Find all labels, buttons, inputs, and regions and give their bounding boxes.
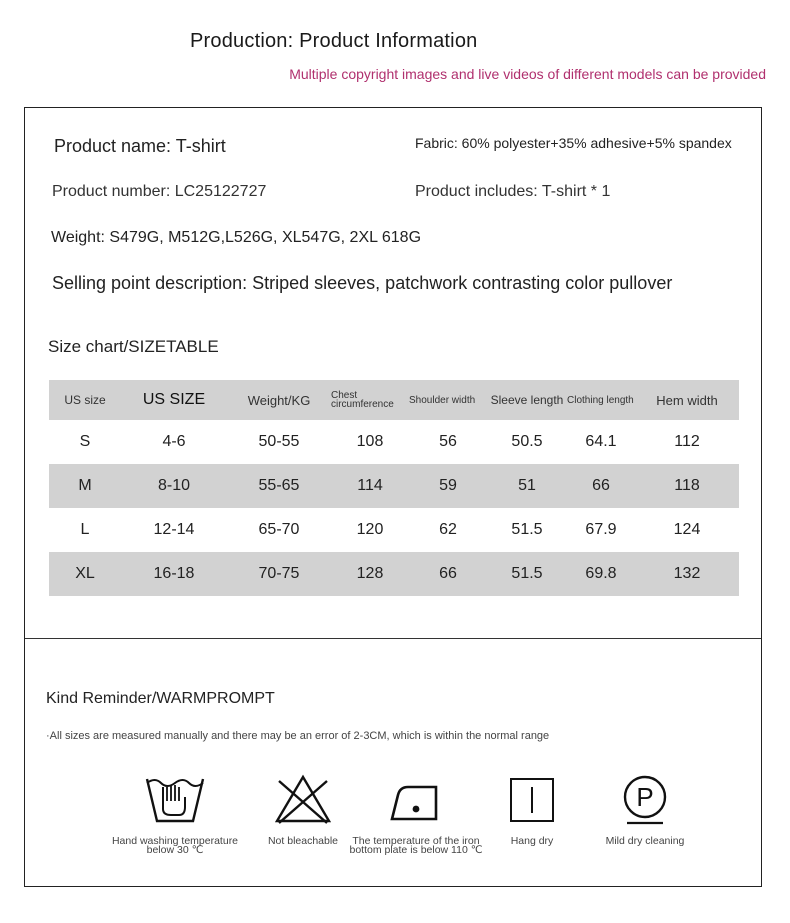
table-row bbox=[49, 420, 739, 464]
table-cell: 51.5 bbox=[511, 565, 543, 582]
product-fabric: Fabric: 60% polyester+35% adhesive+5% spandex bbox=[415, 135, 732, 151]
table-cell: 118 bbox=[674, 477, 700, 494]
table-cell: 108 bbox=[356, 433, 384, 450]
table-cell: 16-18 bbox=[153, 565, 195, 582]
size-table-header bbox=[49, 380, 739, 420]
table-cell: 66 bbox=[592, 477, 610, 494]
table-row bbox=[49, 552, 739, 596]
table-cell: 124 bbox=[673, 521, 701, 538]
page-subtitle: Multiple copyright images and live videos of different models can be provided bbox=[289, 66, 766, 82]
care-label: Mild dry cleaning bbox=[605, 835, 685, 847]
header-sleeve: Sleeve length bbox=[490, 393, 564, 407]
table-cell: 128 bbox=[356, 565, 384, 582]
table-cell: 67.9 bbox=[585, 521, 617, 538]
table-row bbox=[49, 508, 739, 552]
table-cell: 56 bbox=[439, 433, 457, 450]
table-cell: 64.1 bbox=[585, 433, 617, 450]
size-table bbox=[49, 380, 739, 596]
dry-clean-icon bbox=[620, 773, 670, 827]
section-divider bbox=[25, 638, 761, 639]
care-item-hand-wash bbox=[105, 773, 245, 855]
header-us-size: US size bbox=[64, 393, 106, 407]
product-includes: Product includes: T-shirt * 1 bbox=[415, 183, 611, 200]
size-chart-title: Size chart/SIZETABLE bbox=[48, 337, 219, 356]
care-item-dry-clean bbox=[591, 773, 699, 846]
header-shoulder: Shoulder width bbox=[409, 394, 476, 406]
iron-icon bbox=[386, 773, 446, 827]
care-item-no-bleach bbox=[260, 773, 346, 846]
table-cell: 50-55 bbox=[258, 433, 300, 450]
table-cell: 69.8 bbox=[585, 565, 617, 582]
care-item-iron bbox=[343, 773, 489, 855]
header-weight: Weight/KG bbox=[247, 392, 311, 408]
care-label: Hand washing temperature below 30 ℃ bbox=[111, 835, 239, 856]
no-bleach-icon bbox=[273, 773, 333, 827]
table-cell: 112 bbox=[674, 433, 700, 450]
table-cell: L bbox=[80, 521, 90, 538]
table-cell: 132 bbox=[673, 565, 701, 582]
table-cell: 65-70 bbox=[258, 521, 300, 538]
table-cell: XL bbox=[75, 565, 95, 582]
page-title: Production: Product Information bbox=[190, 30, 478, 52]
care-item-hang-dry bbox=[495, 773, 569, 846]
table-cell: 114 bbox=[357, 477, 383, 494]
product-name: Product name: T-shirt bbox=[54, 136, 226, 156]
reminder-title: Kind Reminder/WARMPROMPT bbox=[46, 690, 275, 707]
product-info-frame bbox=[24, 107, 762, 887]
table-cell: 59 bbox=[439, 477, 457, 494]
header-chest: Chest circumference bbox=[331, 390, 394, 410]
table-cell: 50.5 bbox=[511, 433, 543, 450]
table-cell: 120 bbox=[356, 521, 384, 538]
care-label: Hang dry bbox=[510, 835, 554, 847]
product-selling-point: Selling point description: Striped sleeves, patchwork contrasting color pullover bbox=[52, 273, 673, 293]
product-number: Product number: LC25122727 bbox=[52, 183, 267, 200]
reminder-note: ·All sizes are measured manually and there may be an error of 2-3CM, which is within the normal range bbox=[46, 730, 550, 742]
table-cell: 4-6 bbox=[162, 433, 186, 450]
table-cell: 62 bbox=[439, 521, 457, 538]
care-label: The temperature of the iron bottom plate is below 110 ℃ bbox=[349, 835, 483, 856]
care-label: Not bleachable bbox=[267, 835, 339, 847]
table-cell: S bbox=[79, 433, 91, 450]
svg-text:P: P bbox=[636, 782, 654, 812]
table-cell: M bbox=[78, 477, 92, 494]
hand-wash-icon bbox=[143, 773, 207, 827]
table-cell: 51 bbox=[518, 477, 536, 494]
table-cell: 8-10 bbox=[157, 477, 191, 494]
hang-dry-icon bbox=[508, 773, 556, 827]
table-row bbox=[49, 464, 739, 508]
table-cell: 12-14 bbox=[153, 521, 195, 538]
header-clothing-length: Clothing length bbox=[567, 394, 634, 406]
header-hem: Hem width bbox=[656, 392, 718, 408]
header-us-size-caps: US SIZE bbox=[142, 391, 206, 408]
product-weight: Weight: S479G, M512G,L526G, XL547G, 2XL 618G bbox=[51, 229, 422, 246]
table-cell: 51.5 bbox=[511, 521, 543, 538]
table-cell: 55-65 bbox=[258, 477, 300, 494]
table-cell: 66 bbox=[439, 565, 457, 582]
table-cell: 70-75 bbox=[258, 565, 300, 582]
